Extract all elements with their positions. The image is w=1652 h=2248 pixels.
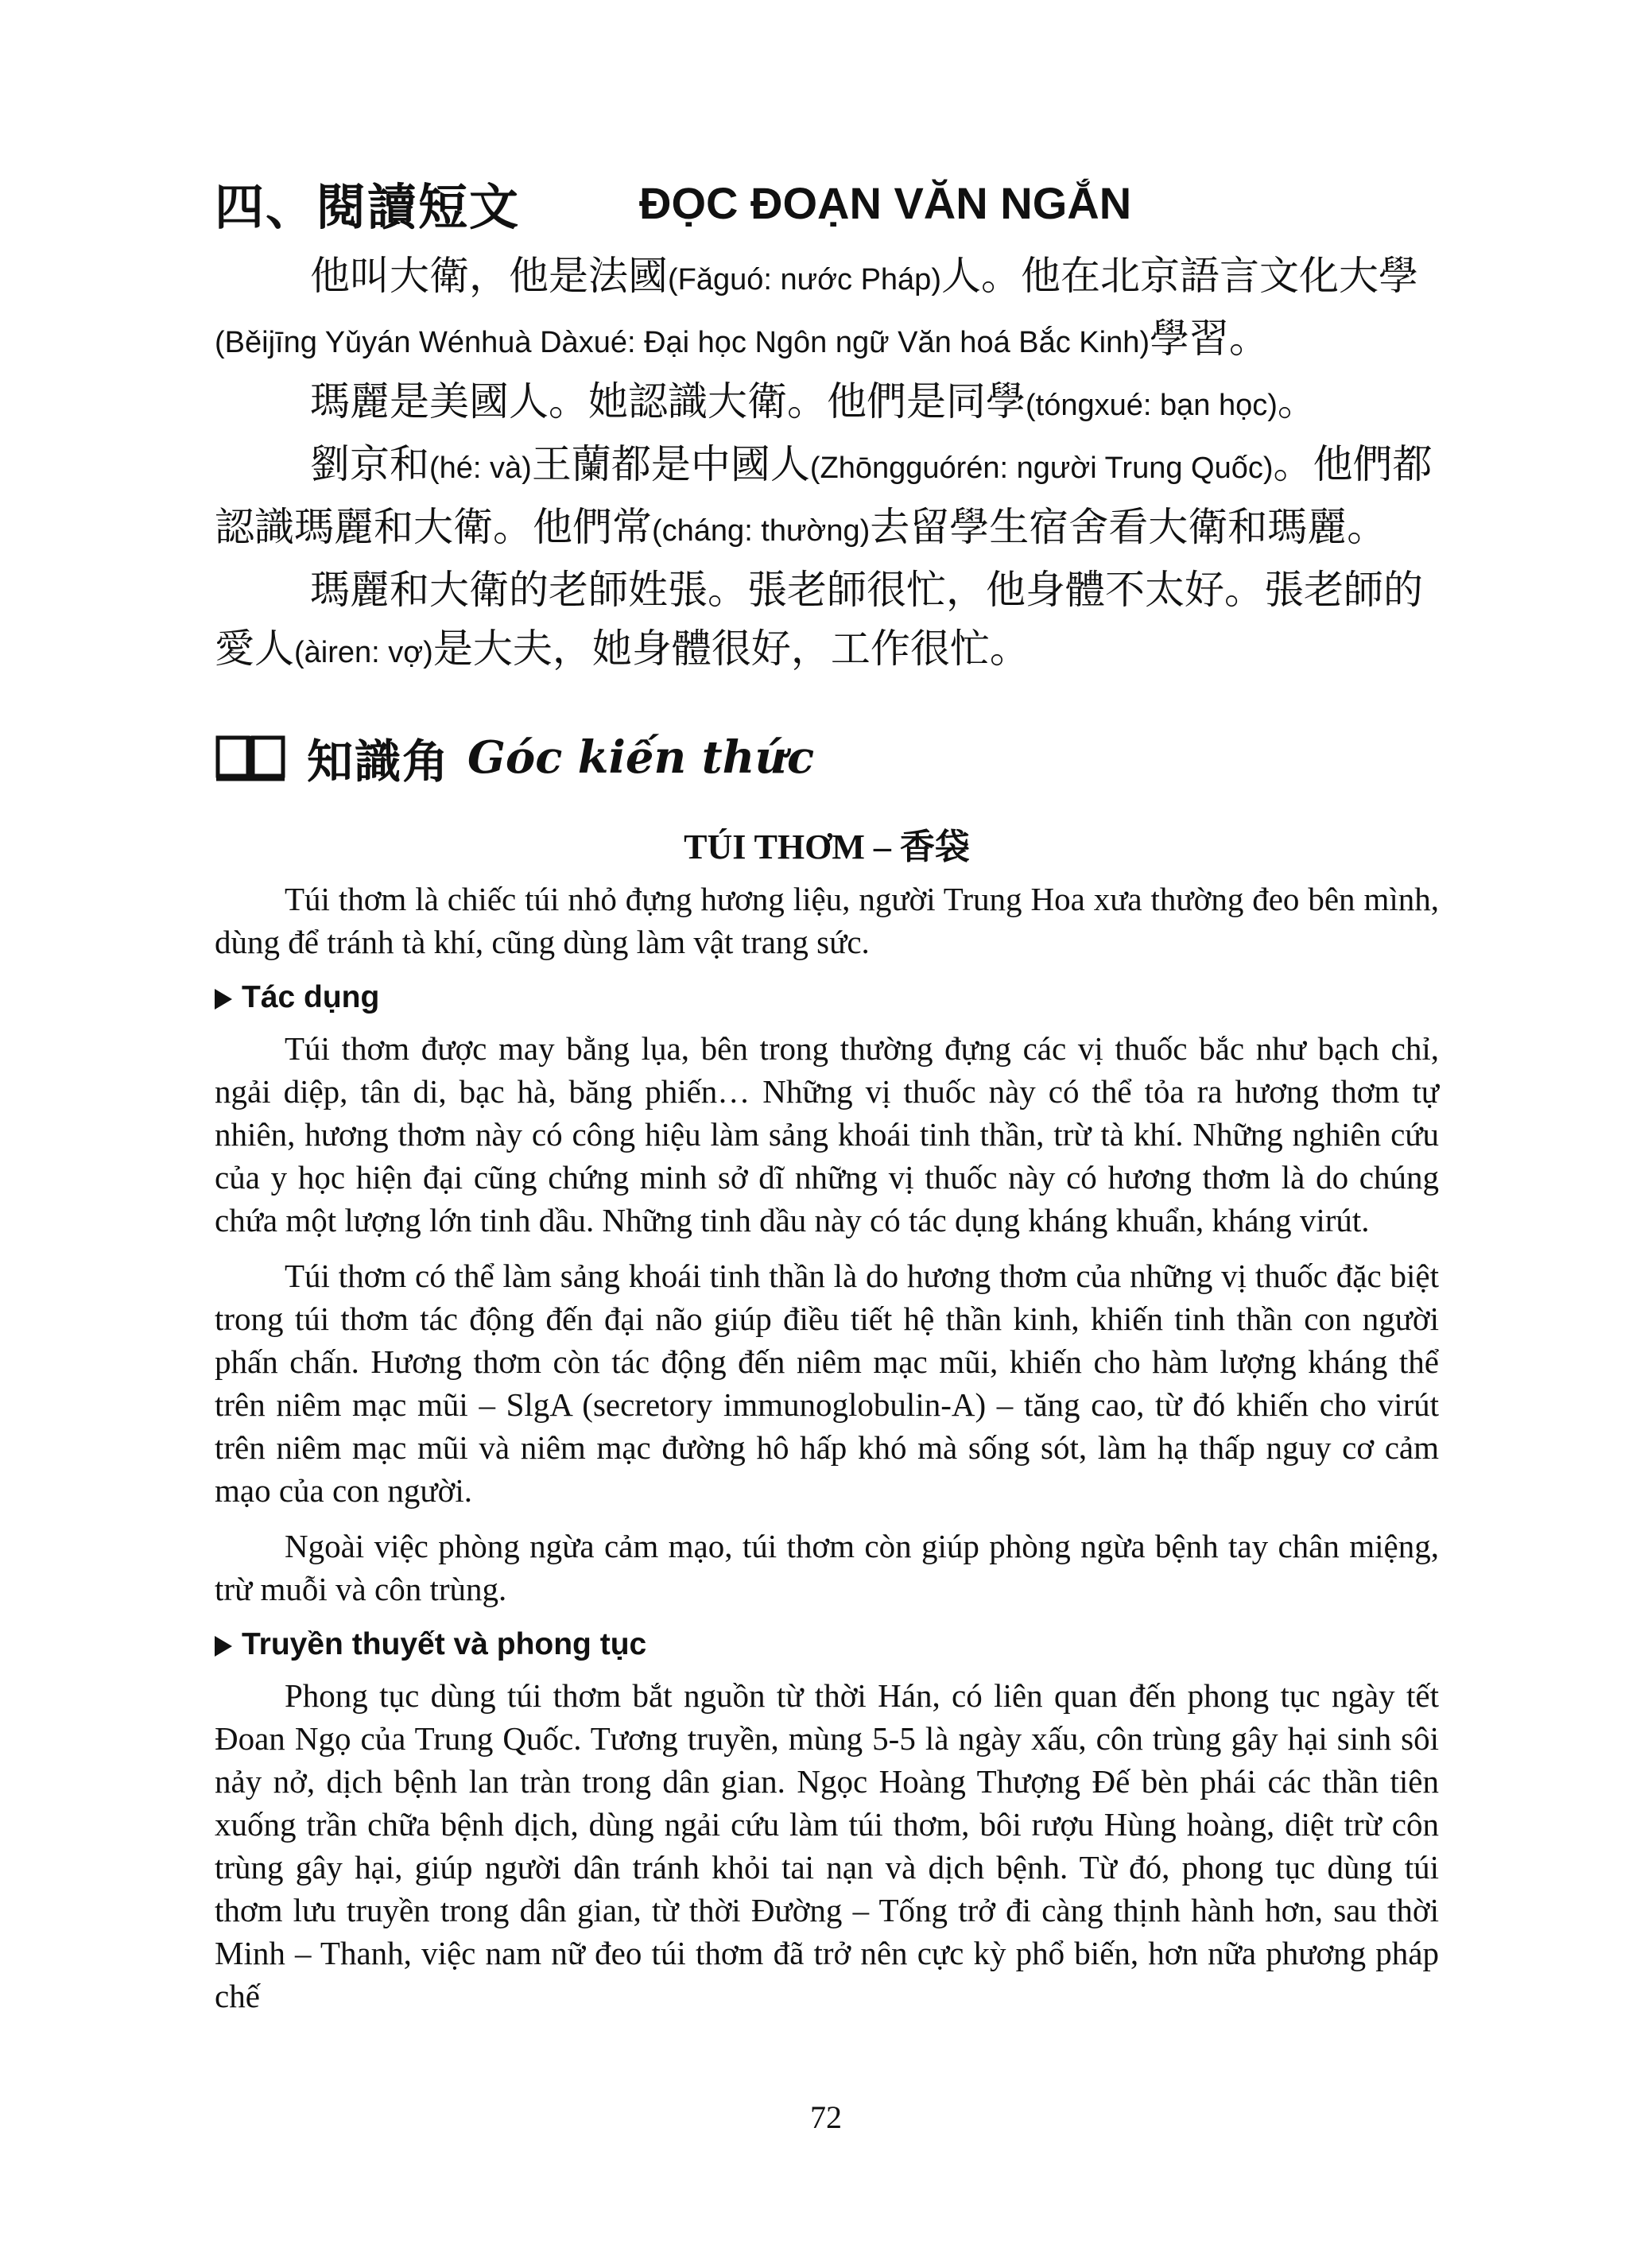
pinyin-annotation: (Zhōngguórén: người Trung Quốc) [809, 452, 1274, 485]
effects-paragraph-2: Túi thơm có thể làm sảng khoái tinh thần là do hương thơm của những vị thuốc đặc biệt trong túi thơm tác động đến đại não giúp điều tiết hệ thần kinh, khiến tinh thần con người phấn chấn. Hương thơm còn tác động đến niêm mạc mũi, khiến cho hàm lượng kháng thể trên niêm mạc mũi – SlgA (secretory immunoglobulin-A) – tăng cao, từ đó khiến cho virút trên niêm mạc mũi và niêm mạc đường hô hấp khó mà sống sót, làm hạ thấp nguy cơ cảm mạo của con người. [215, 1258, 1439, 1509]
heading-vietnamese: ĐỌC ĐOẠN VĂN NGẮN [639, 177, 1132, 228]
knowledge-corner-chinese: 知識角 [307, 734, 451, 789]
chinese-text: 人。他在北京語言文化大學 [940, 253, 1418, 299]
arrow-bullet-icon [215, 1636, 232, 1657]
chinese-text: 劉京和 [310, 441, 429, 487]
section-heading-effects [215, 976, 1439, 1019]
chinese-text: 。 [1277, 378, 1317, 424]
pinyin-annotation: (cháng: thường) [652, 514, 871, 548]
pinyin-annotation: (àiren: vợ) [294, 636, 433, 669]
pinyin-annotation: (hé: và) [429, 452, 532, 485]
article-intro: Túi thơm là chiếc túi nhỏ đựng hương liệu, người Trung Hoa xưa thường đeo bên mình, dùng để tránh tà khí, cũng dùng làm vật trang sức. [215, 881, 1439, 960]
reading-paragraph-2 [215, 372, 1439, 435]
section-heading [215, 159, 1439, 246]
page-content [215, 159, 1439, 2030]
legend-paragraph-1: Phong tục dùng túi thơm bắt nguồn từ thời Hán, có liên quan đến phong tục ngày tết Đoan Ngọ của Trung Quốc. Tương truyền, mùng 5-5 là ngày xấu, côn trùng gây hại sinh sôi nảy nở, dịch bệnh lan tràn trong dân gian. Ngọc Hoàng Thượng Đế bèn phái các thần tiên xuống trần chữa bệnh dịch, dùng ngải cứu làm túi thơm, bôi rượu Hùng hoàng, diệt trừ côn trùng gây hại, giúp người dân tránh khỏi tai nạn và dịch bệnh. Từ đó, phong tục dùng túi thơm lưu truyền trong dân gian, từ thời Đường – Tống trở đi càng thịnh hành hơn, sau thời Minh – Thanh, việc nam nữ đeo túi thơm đã trở nên cực kỳ phổ biến, hơn nữa phương pháp chế [215, 1677, 1439, 2014]
section-heading-label: Tác dụng [242, 980, 380, 1014]
open-book-icon [215, 733, 286, 782]
reading-paragraph-4 [215, 560, 1439, 682]
chinese-text: 學習。 [1150, 316, 1270, 362]
chinese-text: 。他們都認識瑪麗和大衛。他們常 [215, 441, 1433, 550]
knowledge-corner-heading [215, 714, 1439, 801]
chinese-text: 是大夫，她身體很好，工作很忙。 [432, 626, 1030, 672]
section-heading-label: Truyền thuyết và phong tục [242, 1627, 647, 1661]
chinese-text: 瑪麗是美國人。她認識大衛。他們是同學 [310, 378, 1026, 424]
page-number: 72 [810, 2099, 842, 2135]
reading-paragraph-1 [215, 246, 1439, 372]
arrow-bullet-icon [215, 989, 232, 1010]
chinese-text: 瑪麗和大衛的老師姓張。張老師很忙，他身體不太好。張老師的愛人 [215, 567, 1423, 672]
pinyin-annotation: (Běijīng Yǔyán Wénhuà Dàxué: Đại học Ngôn ngữ Văn hoá Bắc Kinh) [215, 326, 1150, 359]
pinyin-annotation: (tóngxué: bạn học) [1026, 389, 1278, 422]
article-title: TÚI THƠM – 香袋 [684, 827, 970, 866]
section-heading-legend [215, 1623, 1439, 1666]
heading-chinese: 四、閱讀短文 [215, 177, 521, 236]
chinese-text: 王蘭都是中國人 [531, 441, 810, 487]
chinese-text: 他叫大衛，他是法國 [310, 253, 668, 299]
effects-paragraph-3: Ngoài việc phòng ngừa cảm mạo, túi thơm còn giúp phòng ngừa bệnh tay chân miệng, trừ muỗi và côn trùng. [215, 1528, 1439, 1607]
chinese-text: 去留學生宿舍看大衛和瑪麗。 [870, 504, 1387, 550]
reading-paragraph-3 [215, 435, 1439, 560]
knowledge-corner-vietnamese: Góc kiến thức [467, 731, 815, 784]
pinyin-annotation: (Fǎguó: nước Pháp) [668, 263, 941, 297]
effects-paragraph-1: Túi thơm được may bằng lụa, bên trong thường đựng các vị thuốc bắc như bạch chỉ, ngải diệp, tân di, bạc hà, băng phiến… Những vị thuốc này có thể tỏa ra hương thơm tự nhiên, hương thơm này có công hiệu làm sảng khoái tinh thần, trừ tà khí. Những nghiên cứu của y học hiện đại cũng chứng minh sở dĩ những vị thuốc này có hương thơm là do chúng chứa một lượng lớn tinh dầu. Những tinh dầu này có tác dụng kháng khuẩn, kháng virút. [215, 1030, 1439, 1238]
